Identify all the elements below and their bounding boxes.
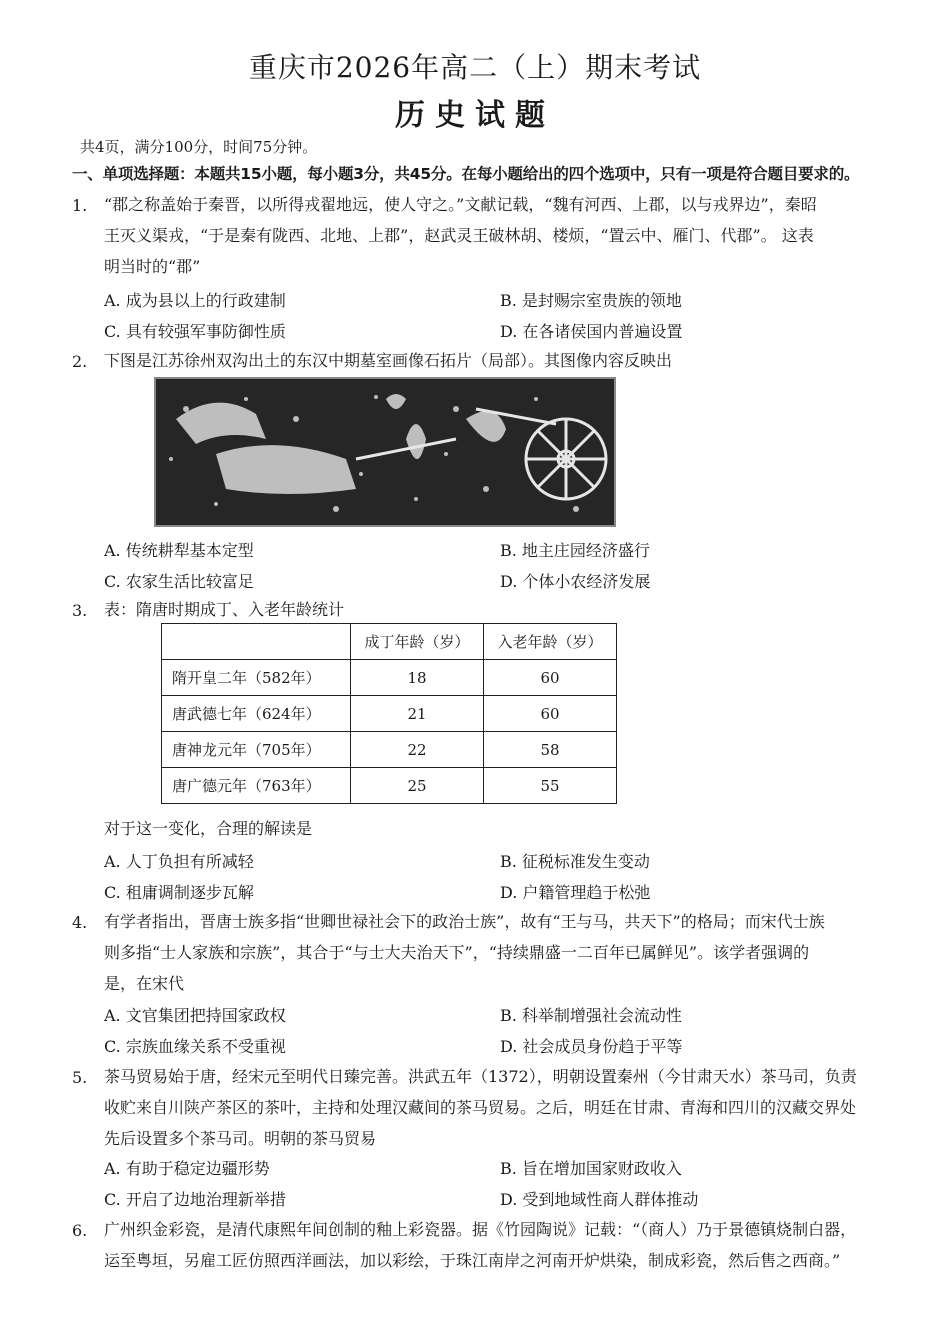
exam-title: 重庆市2026年高二（上）期末考试 <box>248 51 702 84</box>
q4-option-d[interactable]: D. 社会成员身份趋于平等 <box>500 1037 683 1056</box>
table-cell: 唐武德七年（624年） <box>162 696 351 732</box>
q1-option-c[interactable]: C. 具有较强军事防御性质 <box>104 322 286 341</box>
q6-number: 6. <box>72 1221 88 1240</box>
q2-option-b[interactable]: B. 地主庄园经济盛行 <box>500 541 650 560</box>
table-header-row <box>162 624 617 660</box>
q6-line-2: 运至粤垣，另雇工匠仿照西洋画法，加以彩绘，于珠江南岸之河南开炉烘染，制成彩瓷，然后售之西商。” <box>104 1251 841 1270</box>
section-heading: 一、单项选择题：本题共15小题，每小题3分，共45分。在每小题给出的四个选项中，只有一项是符合题目要求的。 <box>72 165 860 183</box>
age-statistics-table <box>161 623 617 804</box>
q1-line-3: 明当时的“郡” <box>104 257 201 276</box>
q1-line-2: 王灭义渠戎，“于是秦有陇西、北地、上郡”，赵武灵王破林胡、楼烦，“置云中、雁门、代郡”。 这表 <box>104 226 814 245</box>
q4-line-3: 是，在宋代 <box>104 974 185 993</box>
q5-line-1: 茶马贸易始于唐，经宋元至明代日臻完善。洪武五年（1372），明朝设置秦州（今甘肃天水）茶马司，负责 <box>104 1067 857 1086</box>
q2-option-d[interactable]: D. 个体小农经济发展 <box>500 572 651 591</box>
table-row <box>162 660 617 696</box>
q3-option-a[interactable]: A. 人丁负担有所减轻 <box>104 852 254 871</box>
q3-option-c[interactable]: C. 租庸调制逐步瓦解 <box>104 883 254 902</box>
q5-option-b[interactable]: B. 旨在增加国家财政收入 <box>500 1159 682 1178</box>
q5-number: 5. <box>72 1068 88 1087</box>
table-cell: 唐神龙元年（705年） <box>162 732 351 768</box>
q3-number: 3. <box>72 601 88 620</box>
q5-option-a[interactable]: A. 有助于稳定边疆形势 <box>104 1159 270 1178</box>
table-row <box>162 732 617 768</box>
q4-option-c[interactable]: C. 宗族血缘关系不受重视 <box>104 1037 286 1056</box>
q5-line-3: 先后设置多个茶马司。明朝的茶马贸易 <box>104 1129 377 1148</box>
q2-number: 2. <box>72 352 88 371</box>
exam-subtitle: 历史试题 <box>395 98 555 133</box>
table-header-cell <box>162 624 351 660</box>
table-cell: 21 <box>351 696 484 732</box>
table-cell: 60 <box>484 696 617 732</box>
table-cell: 55 <box>484 768 617 804</box>
q4-option-a[interactable]: A. 文官集团把持国家政权 <box>104 1006 286 1025</box>
stone-relief-rubbing-image <box>154 377 616 527</box>
table-cell: 25 <box>351 768 484 804</box>
q3-option-d[interactable]: D. 户籍管理趋于松弛 <box>500 883 651 902</box>
table-cell: 60 <box>484 660 617 696</box>
q3-stem: 表：隋唐时期成丁、入老年龄统计 <box>104 600 345 619</box>
q3-followup: 对于这一变化，合理的解读是 <box>104 819 313 838</box>
table-cell: 18 <box>351 660 484 696</box>
q4-number: 4. <box>72 913 88 932</box>
table-cell: 22 <box>351 732 484 768</box>
table-row <box>162 696 617 732</box>
q1-option-b[interactable]: B. 是封赐宗室贵族的领地 <box>500 291 682 310</box>
q4-line-2: 则多指“士人家族和宗族”，其合于“与士大夫治天下”，“持续鼎盛一二百年已属鲜见”。该学者强调的 <box>104 943 810 962</box>
q2-option-c[interactable]: C. 农家生活比较富足 <box>104 572 254 591</box>
q2-option-a[interactable]: A. 传统耕犁基本定型 <box>104 541 254 560</box>
table-row <box>162 768 617 804</box>
exam-info: 共4页，满分100分，时间75分钟。 <box>80 138 318 156</box>
q1-number: 1. <box>72 196 88 215</box>
q1-line-1: “郡之称盖始于秦晋，以所得戎翟地远，使人守之。”文献记载，“魏有河西、上郡，以与戎界边”，秦昭 <box>104 195 817 214</box>
q5-line-2: 收贮来自川陕产茶区的茶叶，主持和处理汉藏间的茶马贸易。之后，明廷在甘肃、青海和四川的汉藏交界处 <box>104 1098 857 1117</box>
q2-stem: 下图是江苏徐州双沟出土的东汉中期墓室画像石拓片（局部）。其图像内容反映出 <box>104 351 673 370</box>
table-cell: 唐广德元年（763年） <box>162 768 351 804</box>
q4-option-b[interactable]: B. 科举制增强社会流动性 <box>500 1006 682 1025</box>
table-cell: 58 <box>484 732 617 768</box>
table-header-cell: 入老年龄（岁） <box>484 624 617 660</box>
q1-option-a[interactable]: A. 成为县以上的行政建制 <box>104 291 286 310</box>
table-cell: 隋开皇二年（582年） <box>162 660 351 696</box>
q5-option-d[interactable]: D. 受到地域性商人群体推动 <box>500 1190 699 1209</box>
q5-option-c[interactable]: C. 开启了边地治理新举措 <box>104 1190 286 1209</box>
q1-option-d[interactable]: D. 在各诸侯国内普遍设置 <box>500 322 683 341</box>
q6-line-1: 广州织金彩瓷，是清代康熙年间创制的釉上彩瓷器。据《竹园陶说》记载：“（商人）乃于景德镇烧制白器， <box>104 1220 857 1239</box>
q3-option-b[interactable]: B. 征税标准发生变动 <box>500 852 650 871</box>
q4-line-1: 有学者指出，晋唐士族多指“世卿世禄社会下的政治士族”，故有“王与马，共天下”的格局；而宋代士族 <box>104 912 825 931</box>
table-header-cell: 成丁年龄（岁） <box>351 624 484 660</box>
